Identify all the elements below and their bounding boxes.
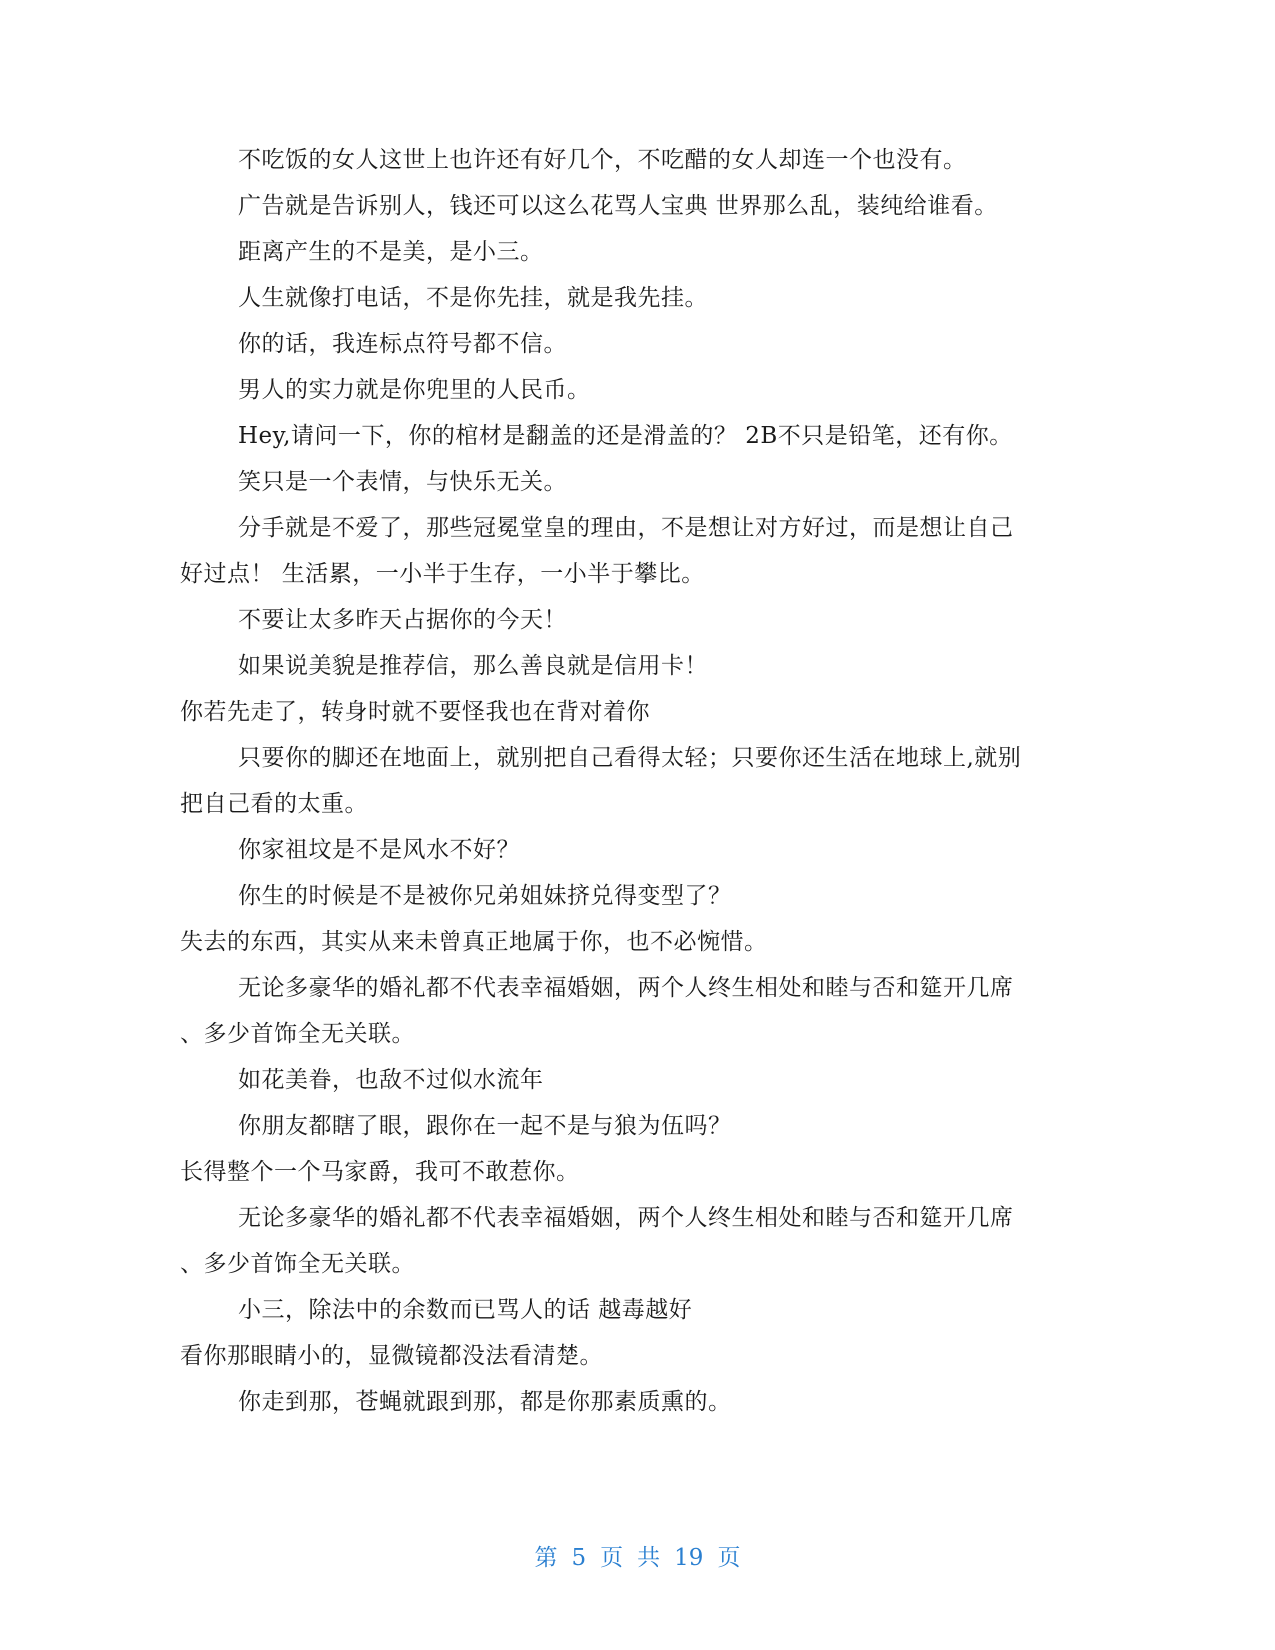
text-line: 把自己看的太重。: [180, 791, 368, 817]
page-footer: [0, 1543, 1275, 1573]
page-label-prefix: 第: [534, 1545, 558, 1571]
text-line: 、多少首饰全无关联。: [180, 1251, 415, 1277]
text-line: 、多少首饰全无关联。: [180, 1021, 415, 1047]
text-line: 无论多豪华的婚礼都不代表幸福婚姻，两个人终生相处和睦与否和筵开几席: [238, 1205, 1014, 1231]
text-line: 广告就是告诉别人，钱还可以这么花骂人宝典 世界那么乱，装纯给谁看。: [238, 193, 998, 219]
text-line: 你若先走了，转身时就不要怪我也在背对着你: [180, 699, 650, 725]
text-line: 无论多豪华的婚礼都不代表幸福婚姻，两个人终生相处和睦与否和筵开几席: [238, 975, 1014, 1001]
text-line: 只要你的脚还在地面上，就别把自己看得太轻；只要你还生活在地球上,就别: [238, 745, 1022, 771]
page-label-mid: 页: [600, 1545, 624, 1571]
text-line: 人生就像打电话，不是你先挂，就是我先挂。: [238, 285, 708, 311]
total-pages-number: 19: [674, 1545, 704, 1571]
text-line: 看你那眼睛小的，显微镜都没法看清楚。: [180, 1343, 603, 1369]
text-line: 如花美眷，也敌不过似水流年: [238, 1067, 544, 1093]
text-line: 你的话，我连标点符号都不信。: [238, 331, 567, 357]
text-line: 失去的东西，其实从来未曾真正地属于你，也不必惋惜。: [180, 929, 768, 955]
text-line: 你朋友都瞎了眼，跟你在一起不是与狼为伍吗？: [238, 1113, 732, 1139]
total-label: 共: [637, 1545, 661, 1571]
text-line: 不吃饭的女人这世上也许还有好几个，不吃醋的女人却连一个也没有。: [238, 147, 967, 173]
text-line: 距离产生的不是美，是小三。: [238, 239, 544, 265]
text-line: 不要让太多昨天占据你的今天！: [238, 607, 567, 633]
text-line: 小三，除法中的余数而已骂人的话 越毒越好: [238, 1297, 693, 1323]
text-line: 你生的时候是不是被你兄弟姐妹挤兑得变型了？: [238, 883, 732, 909]
text-line: 好过点！ 生活累，一小半于生存，一小半于攀比。: [180, 561, 705, 587]
page-label-suffix: 页: [717, 1545, 741, 1571]
text-line: 笑只是一个表情，与快乐无关。: [238, 469, 567, 495]
text-line: 分手就是不爱了，那些冠冕堂皇的理由，不是想让对方好过，而是想让自己: [238, 515, 1014, 541]
text-line: Hey,请问一下，你的棺材是翻盖的还是滑盖的？ 2B不只是铅笔，还有你。: [238, 423, 1013, 449]
current-page-number: 5: [571, 1545, 587, 1571]
text-line: 长得整个一个马家爵，我可不敢惹你。: [180, 1159, 580, 1185]
text-line: 你走到那，苍蝇就跟到那，都是你那素质熏的。: [238, 1389, 732, 1415]
text-line: 男人的实力就是你兜里的人民币。: [238, 377, 591, 403]
text-line: 你家祖坟是不是风水不好？: [238, 837, 520, 863]
text-line: 如果说美貌是推荐信，那么善良就是信用卡！: [238, 653, 708, 679]
